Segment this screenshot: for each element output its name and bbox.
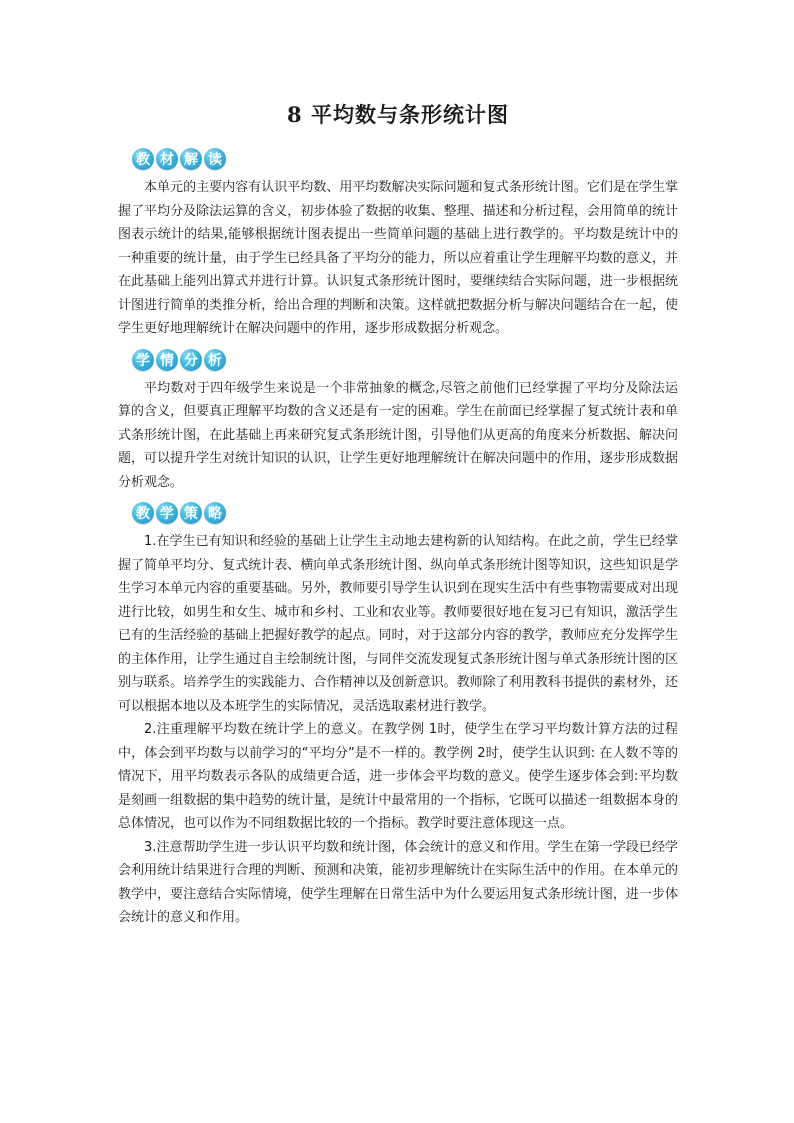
section-heading-badge	[132, 500, 678, 526]
heading-char: 教	[132, 148, 154, 170]
document-page	[118, 98, 678, 930]
heading-char: 策	[180, 502, 202, 524]
heading-char: 学	[156, 502, 178, 524]
paragraph: 3.注意帮助学生进一步认识平均数和统计图，体会统计的意义和作用。学生在第一学段已经学会利用统计结果进行合理的判断、预测和决策，能初步理解统计在实际生活中的作用。在本单元的教学中，要注意结合实际情境，使学生理解在日常生活中为什么要运用复式条形统计图，进一步体会统计的意义和作用。	[118, 839, 678, 925]
section-heading-badge	[132, 347, 678, 373]
heading-char: 分	[180, 349, 202, 371]
heading-char: 读	[204, 148, 226, 170]
heading-char: 教	[132, 502, 154, 524]
heading-char: 情	[156, 349, 178, 371]
heading-char: 学	[132, 349, 154, 371]
paragraph: 平均数对于四年级学生来说是一个非常抽象的概念,尽管之前他们已经掌握了平均分及除法运算的含义，但要真正理解平均数的含义还是有一定的困难。学生在前面已经掌握了复式统计表和单式条形统计图，在此基础上再来研究复式条形统计图，引导他们从更高的角度来分析数据、解决问题，可以提升学生对统计知识的认识，让学生更好地理解统计在解决问题中的作用，逐步形成数据分析观念。	[118, 380, 678, 490]
section-teaching-strategy	[118, 500, 678, 930]
section-heading-badge	[132, 146, 678, 172]
page-title: 8 平均数与条形统计图	[287, 102, 509, 127]
heading-char: 材	[156, 148, 178, 170]
heading-char: 解	[180, 148, 202, 170]
heading-char: 略	[204, 502, 226, 524]
section-student-analysis	[118, 347, 678, 495]
paragraph: 2.注重理解平均数在统计学上的意义。在教学例 1时，使学生在学习平均数计算方法的过程中，体会到平均数与以前学习的“平均分”是不一样的。教学例 2时，使学生认识到: 在人数不等的情况下，用平均数表示各队的成绩更合适，进一步体会平均数的意义。使学生逐步体会到:平均数是刻画一组数据的集中趋势的统计量，是统计中最常用的一个指标，它既可以描述一组数据本身的总体情况，也可以作为不同组数据比较的一个指标。教学时要注意体现这一点。	[118, 722, 678, 831]
heading-char: 析	[204, 349, 226, 371]
paragraph: 1.在学生已有知识和经验的基础上让学生主动地去建构新的认知结构。在此之前，学生已经掌握了简单平均分、复式统计表、横向单式条形统计图、纵向单式条形统计图等知识，这些知识是学生学习本单元内容的重要基础。另外，教师要引导学生认识到在现实生活中有些事物需要成对出现进行比较，如男生和女生、城市和乡村、工业和农业等。教师要很好地在复习已有知识，激活学生已有的生活经验的基础上把握好教学的起点。同时，对于这部分内容的教学，教师应充分发挥学生的主体作用，让学生通过自主绘制统计图，与同伴交流发现复式条形统计图与单式条形统计图的区别与联系。培养学生的实践能力、合作精神以及创新意识。教师除了利用教科书提供的素材外，还可以根据本地以及本班学生的实际情况，灵活选取素材进行教学。	[118, 534, 678, 714]
section-textbook-interpretation	[118, 146, 678, 341]
paragraph: 本单元的主要内容有认识平均数、用平均数解决实际问题和复式条形统计图。它们是在学生掌握了平均分及除法运算的含义，初步体验了数据的收集、整理、描述和分析过程，会用简单的统计图表示统计的结果,能够根据统计图表提出一些简单问题的基础上进行教学的。平均数是统计中的一种重要的统计量，由于学生已经具备了平均分的能力，所以应着重让学生理解平均数的意义，并在此基础上能列出算式并进行计算。认识复式条形统计图时，要继续结合实际问题，进一步根据统计图进行简单的类推分析，给出合理的判断和决策。这样就把数据分析与解决问题结合在一起，使学生更好地理解统计在解决问题中的作用，逐步形成数据分析观念。	[118, 180, 678, 336]
